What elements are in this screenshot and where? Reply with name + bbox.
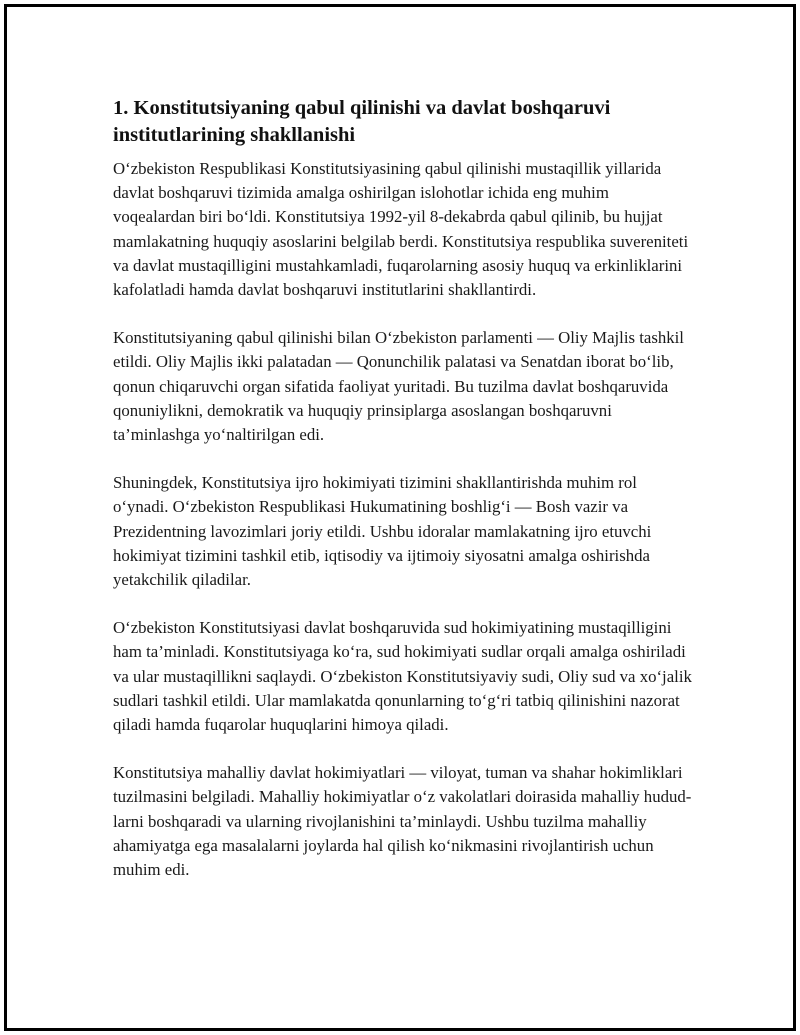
paragraph-3: Shuningdek, Konstitutsiya ijro hokimiyati tizimini shakllantirishda muhim rol o‘ynadi. O‘zbekiston Respublikasi Hukumatining boshlig‘i — Bosh vazir va Prezidentning lavozimlari joriy etildi. Ushbu idoralar mamlakatning ijro etuvchi hokimiyat tizimini tashkil etib, iqtisodiy va ijtimoiy siyosatni amalga oshirishda yetakchilik qiladilar. — [113, 473, 652, 590]
paragraph-1: O‘zbekiston Respublikasi Konstitutsiyasining qabul qilinishi mustaqillik yillarida davlat boshqaruvi tizimida amalga oshirilgan islohotlar ichida eng muhim voqealardan biri bo‘ldi. Konstitutsiya 1992-yil 8-dekabrda qabul qilinib, bu hujjat mamlakatning huquqiy asoslarini belgilab berdi. Konstitutsiya respublika suvereniteti va davlat mustaqilligini mustahkamladi, fuqarolarning asosiy huquq va erkinliklarini kafolatladi hamda davlat boshqaruvi institutlarini shakllantirdi. — [113, 159, 689, 300]
section-title: 1. Konstitutsiyaning qabul qilinishi va davlat boshqaruvi institutlarining shakllanishi — [113, 97, 611, 146]
paragraph-5: Konstitutsiya mahalliy davlat hokimiyatlari — viloyat, tuman va shahar hokimliklari tuzilmasini belgiladi. Mahalliy hokimiyatlar o‘z vakolatlari doirasida mahalliy hududlarni boshqaradi va ularning rivojlanishini ta’minlaydi. Ushbu tuzilma mahalliy ahamiyatga ega masalalarni joylarda hal qilish ko‘nikmasini rivojlantirish uchun muhim edi. — [113, 763, 692, 880]
paragraph-4: O‘zbekiston Konstitutsiyasi davlat boshqaruvida sud hokimiyatining mustaqilligini ham ta’minladi. Konstitutsiyaga ko‘ra, sud hokimiyati sudlar orqali amalga oshiriladi va ular mustaqillikni saqlaydi. O‘zbekiston Konstitutsiyaviy sudi, Oliy sud va xo‘jalik sudlari tashkil etildi. Ular mamlakatda qonunlarning to‘g‘ri tatbiq qilinishini nazorat qiladi hamda fuqarolar huquqlarini himoya qiladi. — [113, 618, 692, 735]
paragraph-2: Konstitutsiyaning qabul qilinishi bilan O‘zbekiston parlamenti — Oliy Majlis tashkil etildi. Oliy Majlis ikki palatadan — Qonunchilik palatasi va Senatdan iborat bo‘lib, qonun chiqaruvchi organ sifatida faoliyat yuritadi. Bu tuzilma davlat boshqaruvida qonuniylikni, demokratik va huquqiy prinsiplarga asoslangan boshqaruvni ta’minlashga yo‘naltirilgan edi. — [113, 328, 684, 445]
document-body — [113, 95, 693, 906]
